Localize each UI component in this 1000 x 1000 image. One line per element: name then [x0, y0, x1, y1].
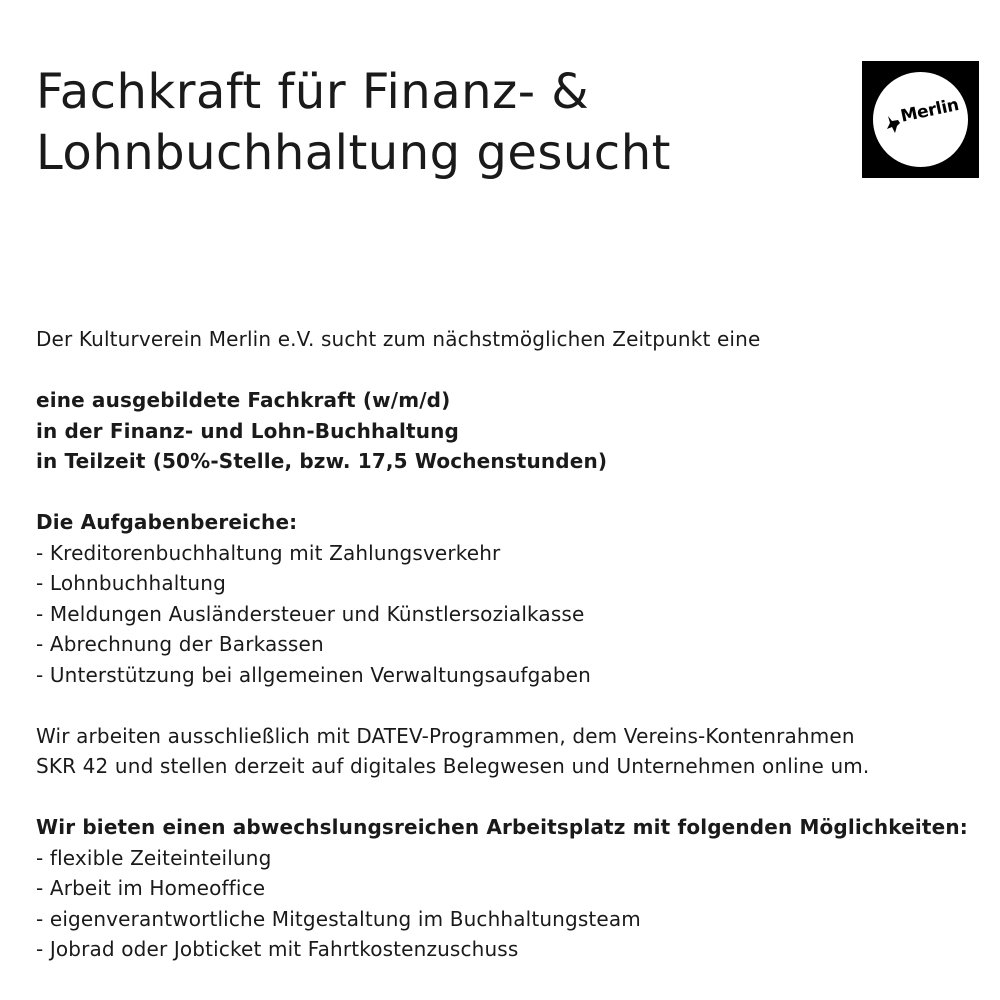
page-title [36, 62, 671, 184]
list-item: - Arbeit im Homeoffice [36, 876, 266, 900]
tasks-heading: Die Aufgabenbereiche: [36, 510, 298, 534]
list-item: - Meldungen Ausländersteuer und Künstlersozialkasse [36, 601, 585, 626]
list-item: - flexible Zeiteinteilung [36, 845, 272, 870]
spacer [36, 477, 976, 508]
list-item: - Jobrad oder Jobticket mit Fahrtkostenzuschuss [36, 937, 519, 961]
position-line-1: eine ausgebildete Fachkraft (w/m/d) [36, 388, 451, 412]
software-line-1: Wir arbeiten ausschließlich mit DATEV-Programmen, dem Vereins-Kontenrahmen [36, 723, 855, 748]
logo-text: Merlin [898, 94, 961, 127]
tasks-list [36, 538, 976, 691]
software-line-2: SKR 42 und stellen derzeit auf digitales Belegwesen und Unternehmen online um. [36, 754, 870, 778]
list-item: - eigenverantwortliche Mitgestaltung im Buchhaltungsteam [36, 906, 641, 931]
position-summary [36, 385, 976, 477]
list-item: - Unterstützung bei allgemeinen Verwaltungsaufgaben [36, 662, 591, 687]
position-line-3: in Teilzeit (50%-Stelle, bzw. 17,5 Wochenstunden) [36, 449, 608, 473]
intro-text: Der Kulturverein Merlin e.V. sucht zum nächstmöglichen Zeitpunkt eine [36, 327, 761, 351]
list-item: - Kreditorenbuchhaltung mit Zahlungsverkehr [36, 540, 501, 565]
job-description [36, 324, 976, 965]
spacer [36, 782, 976, 813]
logo-circle [873, 72, 968, 167]
offers-list [36, 843, 976, 965]
software-text [36, 721, 976, 782]
merlin-logo [862, 61, 979, 178]
list-item: - Lohnbuchhaltung [36, 571, 226, 595]
list-item: - Abrechnung der Barkassen [36, 632, 324, 656]
title-line-2: Lohnbuchhaltung gesucht [36, 125, 671, 181]
title-line-1: Fachkraft für Finanz- & [36, 64, 590, 120]
position-line-2: in der Finanz- und Lohn-Buchhaltung [36, 418, 459, 443]
spacer [36, 355, 976, 386]
spacer [36, 690, 976, 721]
offers-heading: Wir bieten einen abwechslungsreichen Arbeitsplatz mit folgenden Möglichkeiten: [36, 815, 968, 839]
